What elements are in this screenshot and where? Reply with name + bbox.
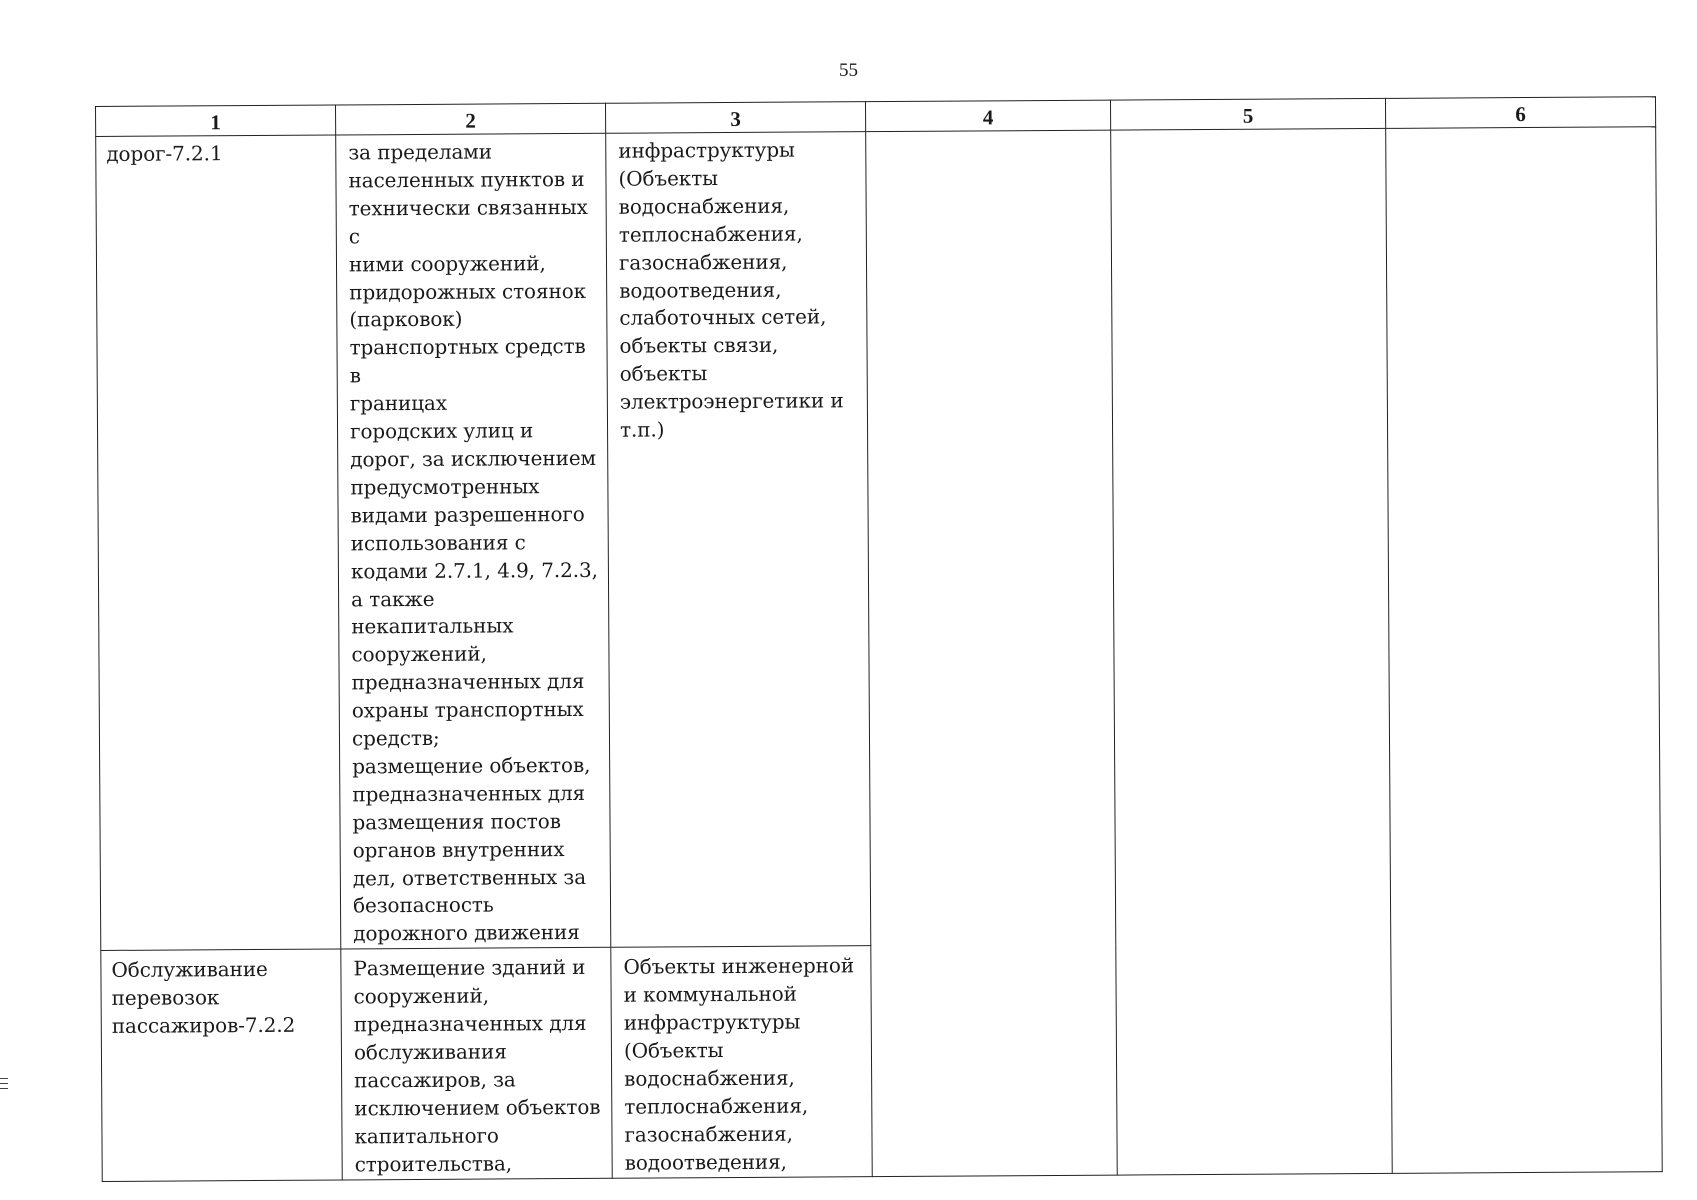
column-header-2: 2 bbox=[335, 103, 605, 135]
table-cell bbox=[341, 948, 612, 1180]
column-header-3: 3 bbox=[605, 102, 865, 134]
table-cell bbox=[611, 946, 872, 1178]
table-cell bbox=[606, 132, 871, 948]
empty-cell-col-4 bbox=[866, 130, 1118, 1176]
empty-cell-col-6 bbox=[1386, 127, 1663, 1173]
auxiliary-use-cell: Объекты инженерной и коммунальной инфраструктуры (Объекты водоснабжения, теплоснабжения, газоснабжения, водоотведения, bbox=[623, 953, 855, 1175]
land-use-code-cell: Обслуживание перевозок пассажиров-7.2.2 bbox=[111, 957, 296, 1039]
land-use-code-cell: дорог-7.2.1 bbox=[106, 141, 223, 166]
column-header-4: 4 bbox=[865, 100, 1110, 132]
table-cell bbox=[336, 133, 611, 949]
empty-cell-col-5 bbox=[1111, 128, 1393, 1174]
column-header-1: 1 bbox=[96, 105, 336, 137]
scan-edge-mark bbox=[0, 1083, 8, 1084]
column-header-5: 5 bbox=[1110, 98, 1385, 130]
table-row bbox=[96, 127, 1661, 951]
land-use-table bbox=[95, 96, 1661, 1177]
land-use-description-cell: Размещение зданий и сооружений, предназначенных для обслуживания пассажиров, за исключением объектов капитального строительства, bbox=[353, 955, 601, 1177]
scan-edge-mark bbox=[0, 1078, 8, 1079]
column-header-6: 6 bbox=[1385, 97, 1655, 129]
land-use-description-cell: за пределами населенных пунктов и технически связанных с ними сооружений, придорожных стоянок (парковок) транспортных средств в границах городских улиц и дорог, за исключением предусмотренных видами разрешенного использования с кодами 2.7.1, 4.9, 7.2.3, а также некапитальных сооружений, предназначенных для охраны транспортных средств; размещение объектов, предназначенных для размещения постов органов внутренних дел, ответственных за безопасность дорожного движения bbox=[348, 139, 598, 946]
auxiliary-use-cell: инфраструктуры (Объекты водоснабжения, теплоснабжения, газоснабжения, водоотведения, слаботочных сетей, объекты связи, объекты электроэнергетики и т.п.) bbox=[618, 137, 844, 442]
page-number: 55 bbox=[839, 60, 858, 81]
table-cell bbox=[101, 949, 342, 1181]
scan-edge-mark bbox=[0, 1088, 8, 1089]
table-cell bbox=[96, 135, 341, 951]
